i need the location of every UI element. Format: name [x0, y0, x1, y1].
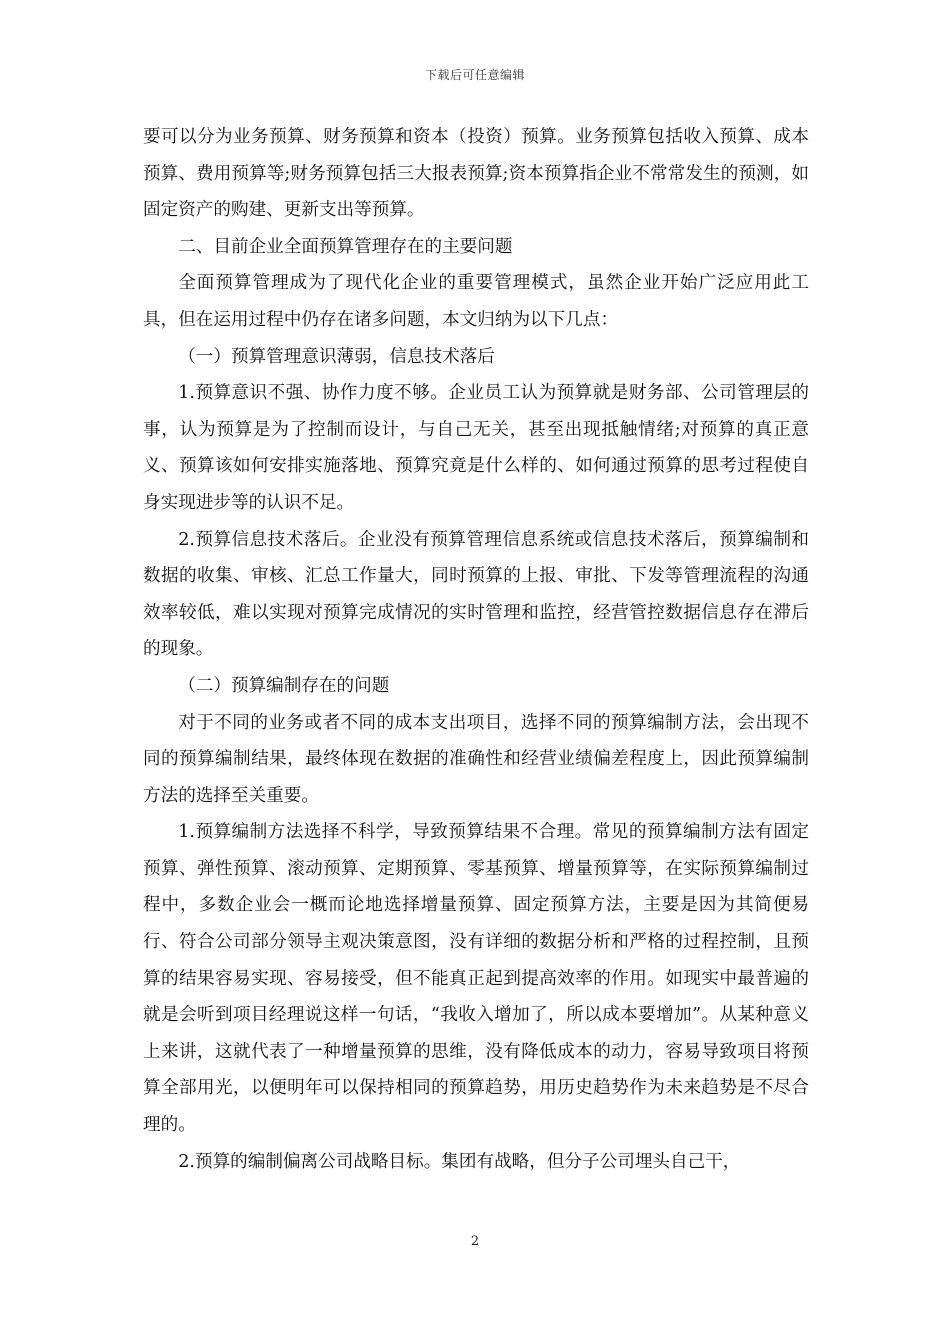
- section-heading: 二、目前企业全面预算管理存在的主要问题: [178, 236, 513, 257]
- page-header: 下载后可任意编辑: [424, 68, 525, 82]
- page-number: 2: [470, 1234, 480, 1249]
- paragraph: 1.预算编制方法选择不科学，导致预算结果不合理。常见的预算编制方法有固定预算、弹性预算、滚动预算、定期预算、零基预算、增量预算等，在实际预算编制过程中，多数企业会一概而论地选择增量预算、固定预算方法，主要是因为其简便易行、符合公司部分领导主观决策意图，没有详细的数据分析和严格的过程控制，且预算的结果容易实现、容易接受，但不能真正起到提高效率的作用。如现实中最普遍的就是会听到项目经理说这样一句话，“我收入增加了，所以成本要增加”。从某种意义上来讲，这就代表了一种增量预算的思维，没有降低成本的动力，容易导致项目将预算全部用光，以便明年可以保持相同的预算趋势，用历史趋势作为未来趋势是不尽合理的。: [143, 822, 809, 1136]
- paragraph: 对于不同的业务或者不同的成本支出项目，选择不同的预算编制方法，会出现不同的预算编制结果，最终体现在数据的准确性和经营业绩偏差程度上，因此预算编制方法的选择至关重要。: [143, 712, 809, 806]
- paragraph: 1.预算意识不强、协作力度不够。企业员工认为预算就是财务部、公司管理层的事，认为预算是为了控制而设计，与自己无关，甚至出现抵触情绪;对预算的真正意义、预算该如何安排实施落地、预算究竟是什么样的、如何通过预算的思考过程使自身实现进步等的认识不足。: [143, 383, 809, 513]
- subsection-heading: （一）预算管理意识薄弱，信息技术落后: [178, 346, 495, 367]
- paragraph: 2.预算的编制偏离公司战略目标。集团有战略，但分子公司埋头自己干，: [178, 1151, 741, 1172]
- subsection-heading: （二）预算编制存在的问题: [178, 675, 390, 696]
- document-body: [143, 119, 809, 1180]
- paragraph: 全面预算管理成为了现代化企业的重要管理模式，虽然企业开始广泛应用此工具，但在运用过程中仍存在诸多问题，本文归纳为以下几点：: [143, 273, 809, 330]
- paragraph: 2.预算信息技术落后。企业没有预算管理信息系统或信息技术落后，预算编制和数据的收集、审核、汇总工作量大，同时预算的上报、审批、下发等管理流程的沟通效率较低，难以实现对预算完成情况的实时管理和监控，经营管控数据信息存在滞后的现象。: [143, 529, 809, 660]
- paragraph: 要可以分为业务预算、财务预算和资本（投资）预算。业务预算包括收入预算、成本预算、费用预算等;财务预算包括三大报表预算;资本预算指企业不常常发生的预测，如固定资产的购建、更新支出等预算。: [143, 127, 809, 221]
